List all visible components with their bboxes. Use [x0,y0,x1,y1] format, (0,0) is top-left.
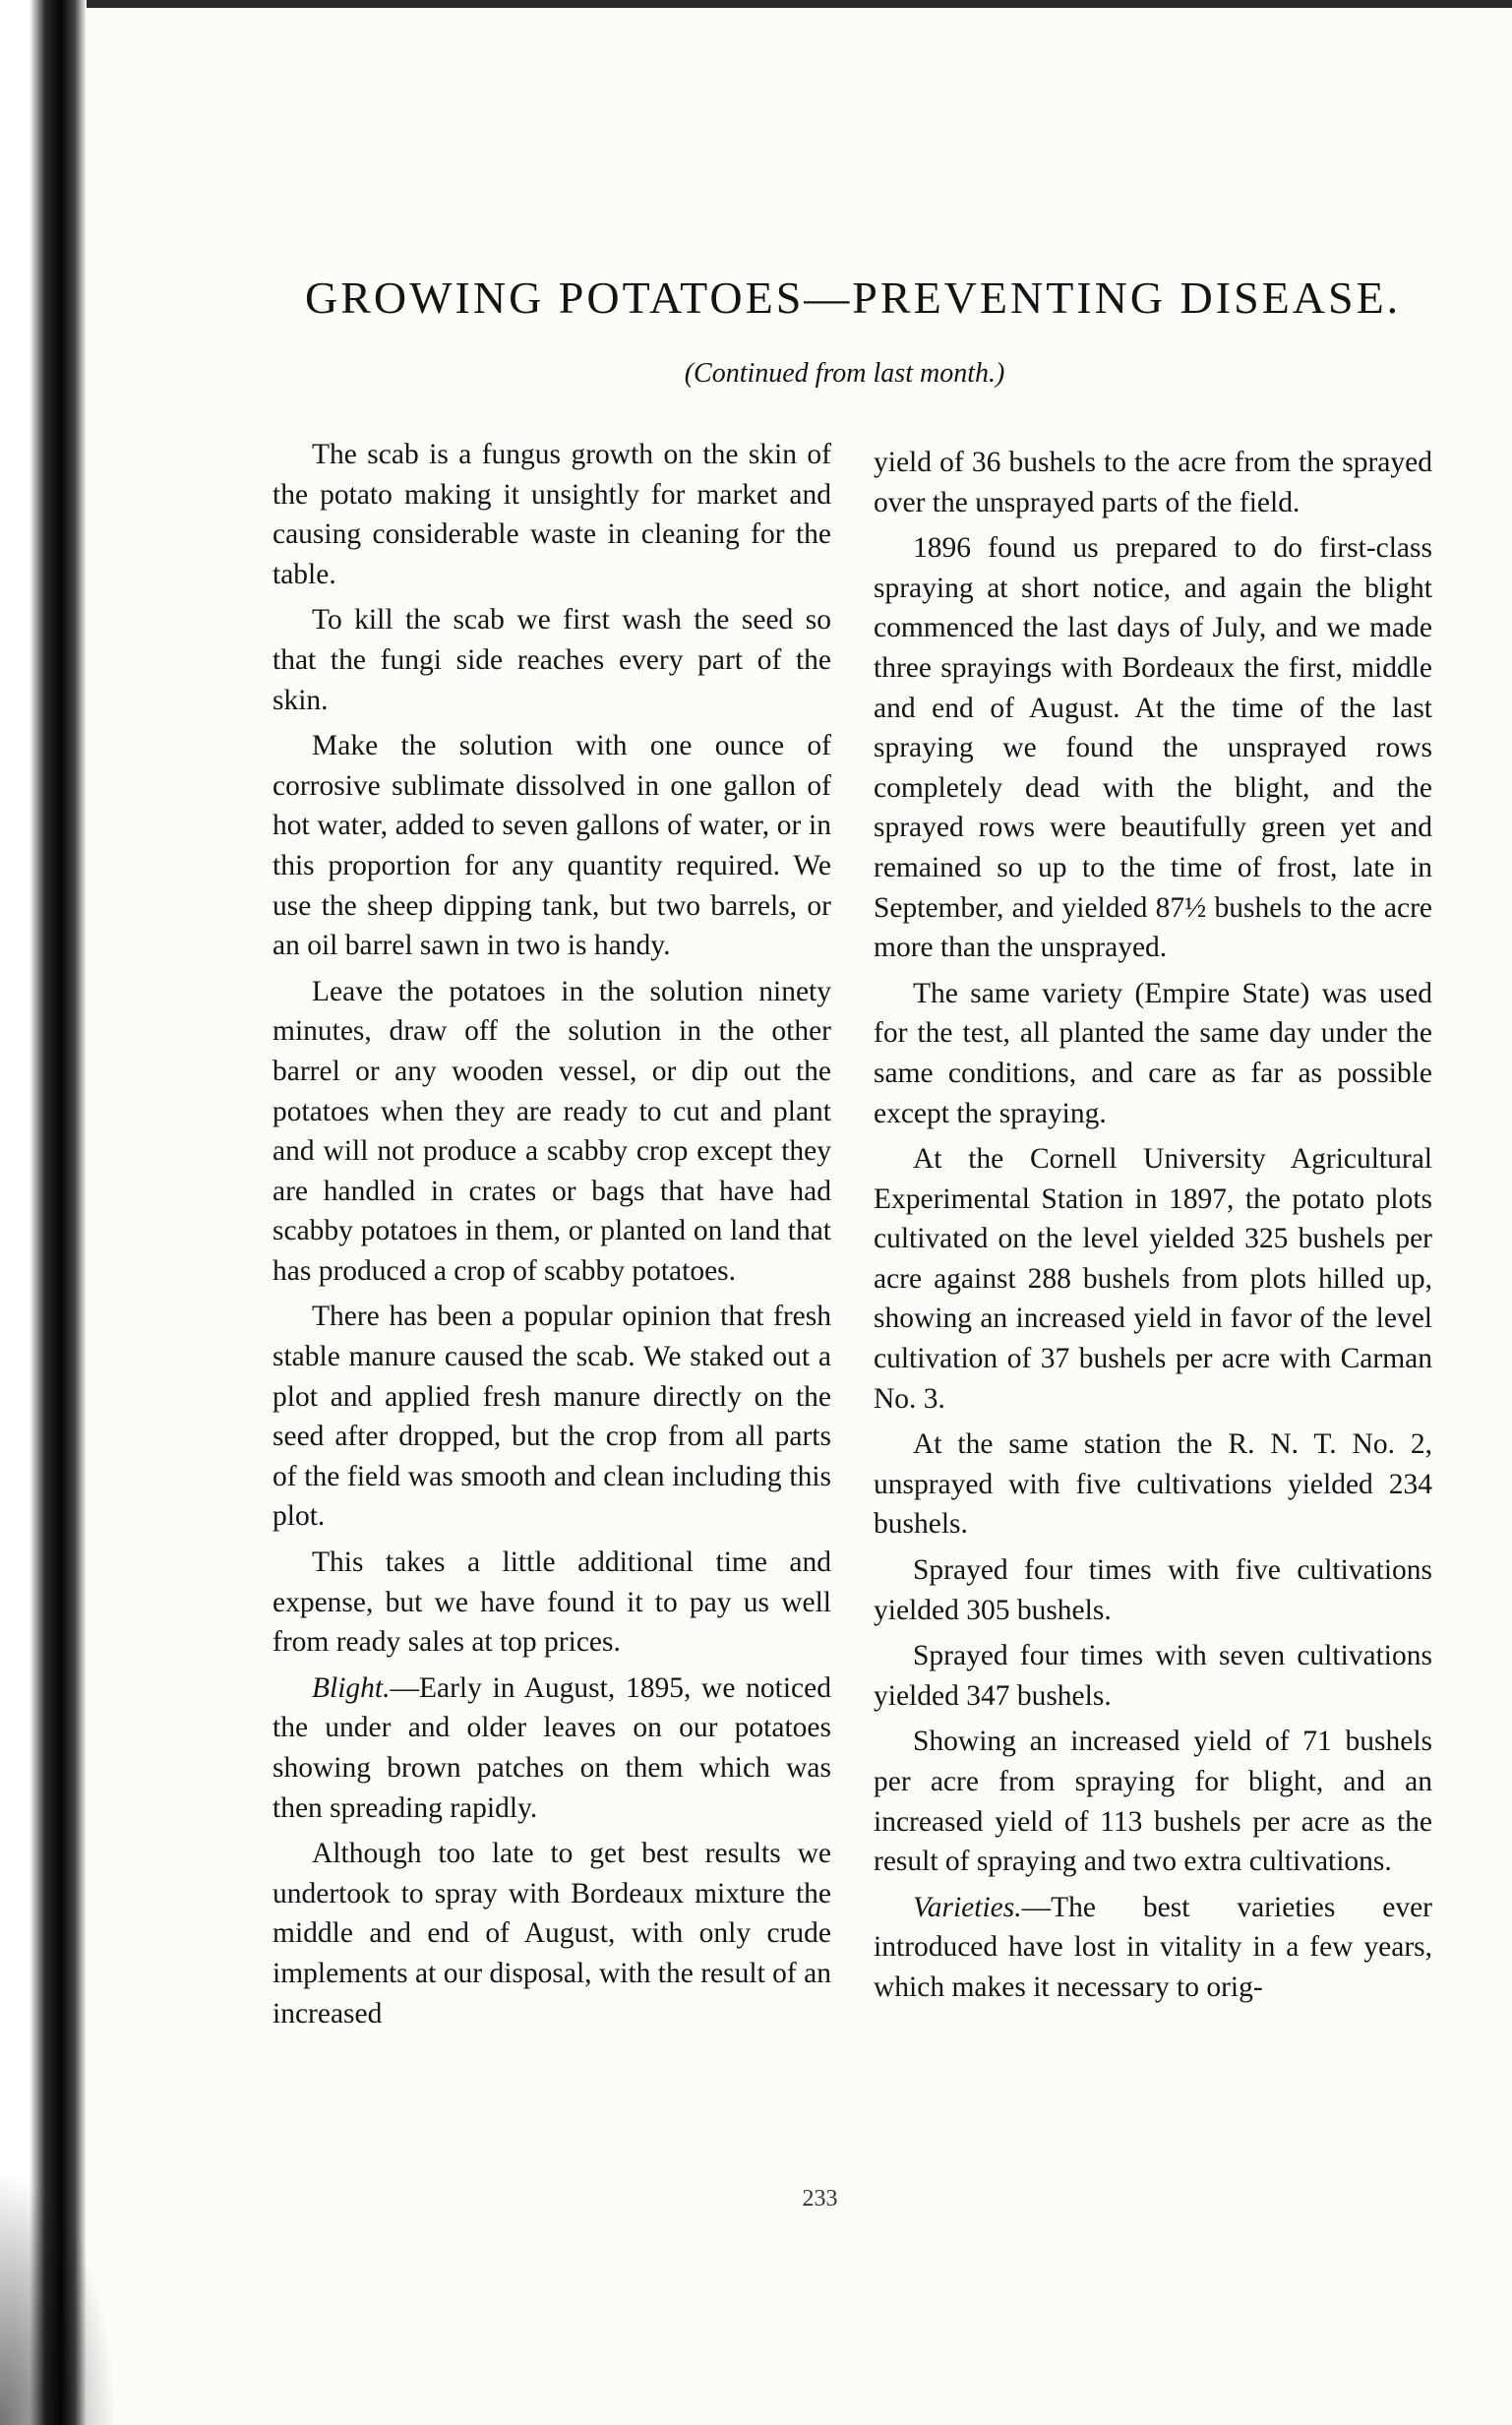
paragraph-bordeaux-spray: Although too late to get best results we undertook to spray with Bordeaux mixture the middle and end of August, with only crude implements at our disposal, with the result of an increased [272,1838,831,2030]
paragraph-manure-opinion: There has been a popular opinion that fresh stable manure caused the scab. We staked out a plot and applied fresh manure directly on the seed after dropped, but the crop from all parts of the field was smooth and clean including this plot. [272,1301,831,1533]
paragraph-scab-definition: The scab is a fungus growth on the skin of the potato making it unsightly for market and causing considerable waste in cleaning for the table. [272,439,831,590]
section-lead-varieties: Varieties. [913,1891,1022,1923]
article-title: GROWING POTATOES—PREVENTING DISEASE. [305,273,1402,323]
right-text-column [874,443,1432,2014]
paragraph-blight [272,1668,831,1828]
paragraph-solution: Make the solution with one ounce of corrosive sublimate dissolved in one gallon of hot water, added to seven gallons of water, or in this proportion for any quantity required. We use the sheep dipping tank, but two barrels, or an oil barrel sawn in two is handy. [272,730,831,962]
paragraph-cost: This takes a little additional time and expense, but we have found it to pay us well from ready sales at top prices. [272,1546,831,1659]
paragraph-wash-seed: To kill the scab we first wash the seed so that the fungi side reaches every part of the skin. [272,604,831,716]
paragraph-seven-cultivations: Sprayed four times with seven cultivations yielded 347 bushels. [874,1640,1432,1712]
paragraph-blight-body: —Early in August, 1895, we noticed the under and older leaves on our potatoes showing brown patches on them which was then spreading rapidly. [272,1671,831,1824]
paragraph-varieties-body: —The best varieties ever introduced have lost in vitality in a few years, which makes it necessary to orig- [874,1891,1432,2003]
continuation-note: (Continued from last month.) [684,358,1005,389]
paragraph-rnt-unsprayed: At the same station the R. N. T. No. 2, unsprayed with five cultivations yielded 234 bushels. [874,1428,1432,1541]
top-edge-rule [0,0,1512,8]
paragraph-five-cultivations: Sprayed four times with five cultivations yielded 305 bushels. [874,1554,1432,1626]
paragraph-variety-test: The same variety (Empire State) was used for the test, all planted the same day under the same conditions, and care as far as possible except the spraying. [874,977,1432,1129]
paragraph-1896: 1896 found us prepared to do first-class spraying at short notice, and again the blight commenced the last days of July, and we made three sprayings with Bordeaux the first, middle and end of August. At the time of the last spraying we found the unsprayed rows completely dead with the blight, and the sprayed rows were beautifully green yet and remained so up to the time of frost, late in September, and yielded 87½ bushels to the acre more than the unsprayed. [874,532,1432,964]
paragraph-soak-potatoes: Leave the potatoes in the solution ninety minutes, draw off the solution in the other barrel or any wooden vessel, or dip out the potatoes when they are ready to cut and plant and will not produce a scabby crop except they are handled in crates or bags that have had scabby potatoes in them, or planted on land that has produced a crop of scabby potatoes. [272,975,831,1287]
page-number: 233 [802,2186,838,2212]
paragraph-increased-yield: Showing an increased yield of 71 bushels per acre from spraying for blight, and an increased yield of 113 bushels per acre as the result of spraying and two extra cultivations. [874,1726,1432,1878]
paragraph-varieties [874,1888,1432,2008]
section-lead-blight: Blight. [312,1671,391,1704]
paragraph-cornell: At the Cornell University Agricultural Experimental Station in 1897, the potato plots cultivated on the level yielded 325 bushels per acre against 288 bushels from plots hilled up, showing an increased yield in favor of the level cultivation of 37 bushels per acre with Carman No. 3. [874,1143,1432,1415]
left-text-column [272,435,831,2039]
paragraph-yield-continued: yield of 36 bushels to the acre from the sprayed over the unsprayed parts of the field. [874,447,1432,518]
